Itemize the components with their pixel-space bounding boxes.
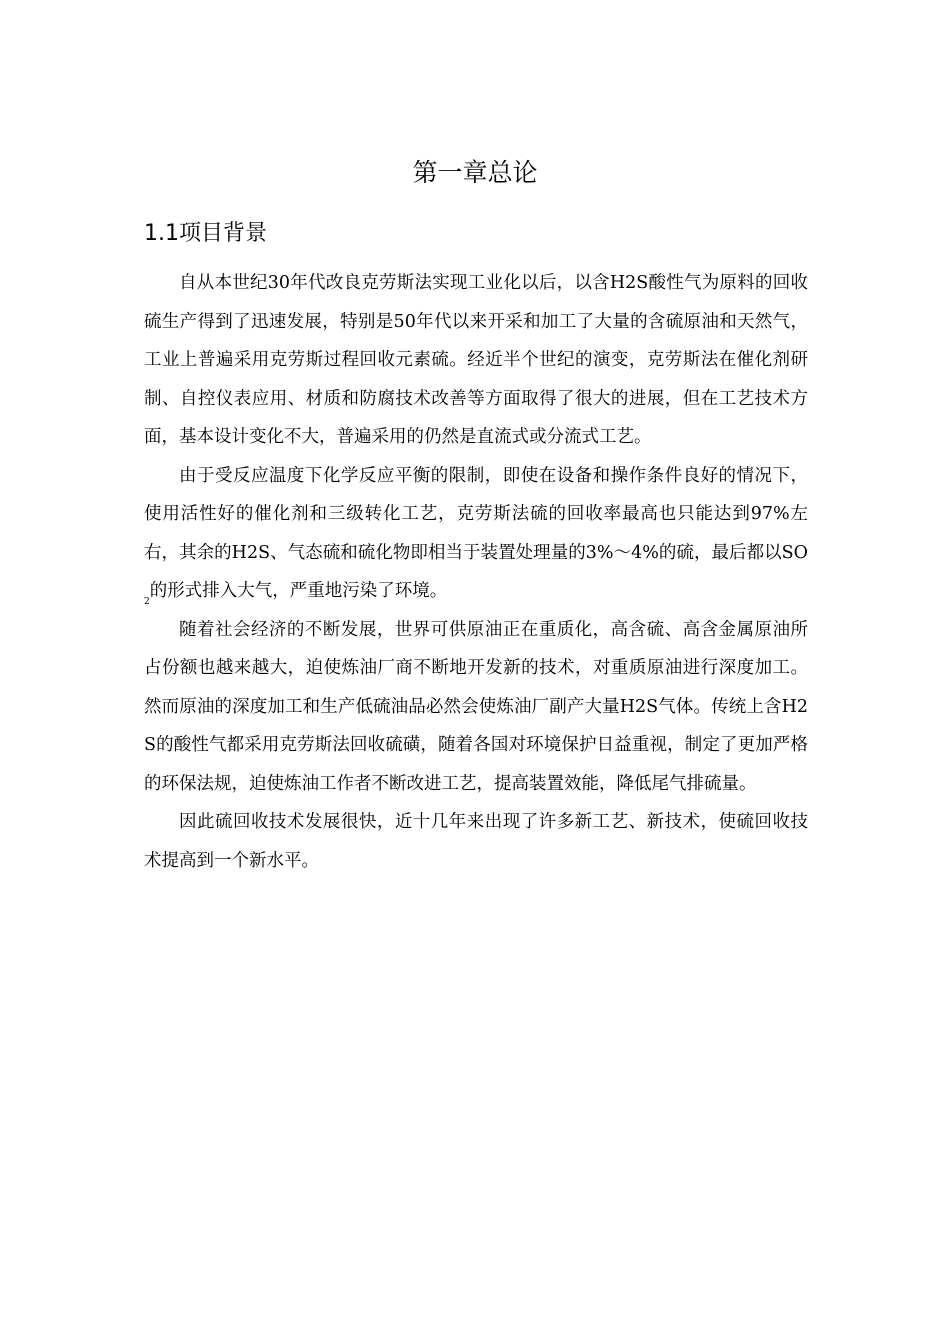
paragraph-3: 随着社会经济的不断发展，世界可供原油正在重质化，高含硫、高含金属原油所占份额也越来越大，迫使炼油厂商不断地开发新的技术，对重质原油进行深度加工。然而原油的深度加工和生产低硫油品必然会使炼油厂副产大量H2S气体。传统上含H2S的酸性气都采用克劳斯法回收硫磺，随着各国对环境保护日益重视，制定了更加严格的环保法规，迫使炼油工作者不断改进工艺，提高装置效能，降低尾气排硫量。 bbox=[144, 619, 808, 794]
section-title: 1.1项目背景 bbox=[144, 221, 267, 246]
paragraph-2 bbox=[144, 457, 808, 611]
chapter-title: 第一章总论 bbox=[412, 158, 538, 187]
paragraph-4: 因此硫回收技术发展很快，近十几年来出现了许多新工艺、新技术，使硫回收技术提高到一个新水平。 bbox=[144, 812, 808, 871]
paragraph-2-text: 由于受反应温度下化学反应平衡的限制，即使在设备和操作条件良好的情况下，使用活性好的催化剂和三级转化工艺，克劳斯法硫的回收率最高也只能达到97%左右，其余的H2S、气态硫和硫化物即相当于装置处理量的3%～4%的硫，最后都以SO bbox=[144, 465, 808, 563]
paragraph-2-text-end: 的形式排入大气，严重地污染了环境。 bbox=[149, 581, 448, 601]
section-body bbox=[144, 264, 808, 880]
paragraph-1: 自从本世纪30年代改良克劳斯法实现工业化以后，以含H2S酸性气为原料的回收硫生产得到了迅速发展，特别是50年代以来开采和加工了大量的含硫原油和天然气，工业上普遍采用克劳斯过程回收元素硫。经近半个世纪的演变，克劳斯法在催化剂研制、自控仪表应用、材质和防腐技术改善等方面取得了很大的进展，但在工艺技术方面，基本设计变化不大，普遍采用的仍然是直流式或分流式工艺。 bbox=[144, 273, 808, 447]
so2-subscript: 2 bbox=[144, 597, 150, 607]
